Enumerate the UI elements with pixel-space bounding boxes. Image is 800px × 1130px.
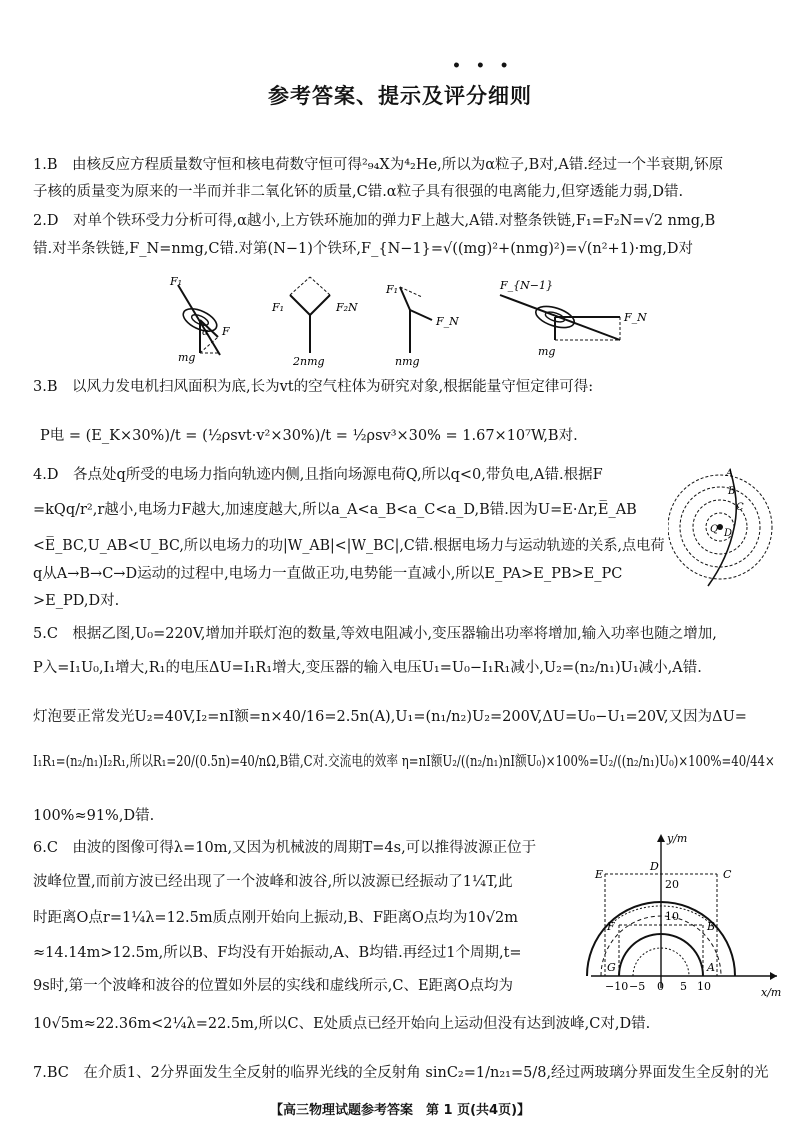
label-d: D	[724, 528, 733, 539]
q4-line-5: >E_PD,D对.	[33, 593, 120, 609]
label-f: F	[222, 325, 230, 338]
q1-line-2: 子核的质量变为原来的一半而并非二氧化钚的质量,C错.α粒子具有很强的电离能力,但穿透能力弱,D错.	[33, 184, 684, 200]
electric-field-diagram	[668, 462, 783, 590]
ring-force-diagram-1	[169, 275, 230, 364]
label-mg: mg	[178, 351, 196, 364]
tick-x-minus-5: −5	[629, 980, 646, 993]
tick-x-10: 10	[697, 980, 711, 993]
q7-line-1: 7.BC 在介质1、2分界面发生全反射的临界光线的全反射角 sinC₂=1/n₂₁=5/8,经过两玻璃分界面发生全反射的光	[33, 1065, 769, 1081]
q5-line-4: I₁R₁=(n₂/n₁)I₂R₁,所以R₁=20/(0.5n)=40/nΩ,B错,C对.交流电的效率 η=nI额U₂/((n₂/n₁)nI额U₀)×100%=U₂/((n₂/n₁)U₀)×100%=40/44×	[33, 754, 775, 770]
q4-line-4: q从A→B→C→D运动的过程中,电场力一直做正功,电势能一直减小,所以E_PA>E_PB>E_PC	[33, 566, 623, 582]
label-2nmg: 2nmg	[293, 355, 325, 368]
q4-line-2: =kQq/r²,r越小,电场力F越大,加速度越大,所以a_A<a_B<a_C<a_D,B错.因为U=E·Δr,E̅_AB	[33, 502, 637, 518]
label-f1: F₁	[170, 275, 183, 288]
label-b: B	[728, 486, 736, 497]
q2-line-1: 2.D 对单个铁环受力分析可得,α越小,上方铁环施加的弹力F上越大,A错.对整条铁链,F₁=F₂N=√2 nmg,B	[33, 213, 716, 229]
label-a: A	[726, 468, 734, 479]
label-fn-2: F_N	[624, 311, 647, 324]
q4-line-1: 4.D 各点处q所受的电场力指向轨迹内侧,且指向场源电荷Q,所以q<0,带负电,A错.根据F	[33, 467, 603, 483]
q5-line-3: 灯泡要正常发光U₂=40V,I₂=nI额=n×40/16=2.5n(A),U₁=(n₁/n₂)U₂=200V,ΔU=U₀−U₁=20V,又因为ΔU=	[33, 709, 747, 725]
y-axis-label: y/m	[667, 832, 688, 845]
label-alpha: α	[202, 327, 209, 338]
tick-x-5: 5	[680, 980, 687, 993]
label-f1b: F₁	[272, 301, 285, 314]
label-fn: F_N	[436, 315, 459, 328]
q6-line-6: 10√5m≈22.36m<2¼λ=22.5m,所以C、E处质点已经开始向上运动但没有达到波峰,C对,D错.	[33, 1016, 651, 1032]
chain-force-diagrams	[160, 265, 660, 370]
ring-force-diagram-3	[385, 283, 459, 368]
label-a: A	[707, 961, 715, 974]
top-dots: • • •	[452, 58, 514, 74]
q6-line-1: 6.C 由波的图像可得λ=10m,又因为机械波的周期T=4s,可以推得波源正位于	[33, 840, 537, 856]
label-nmg: nmg	[395, 355, 420, 368]
label-e: E	[595, 868, 604, 881]
label-q: Q	[710, 524, 719, 535]
label-g: G	[607, 961, 616, 974]
tick-x-minus-10: −10	[605, 980, 629, 993]
label-fn-1: F_{N−1}	[500, 279, 553, 292]
q5-line-1: 5.C 根据乙图,U₀=220V,增加并联灯泡的数量,等效电阻减小,变压器输出功率将增加,输入功率也随之增加,	[33, 626, 717, 642]
q4-line-3: <E̅_BC,U_AB<U_BC,所以电场力的功|W_AB|<|W_BC|,C错.根据电场力与运动轨迹的关系,点电荷	[33, 538, 665, 554]
tick-x-0: 0	[657, 980, 664, 993]
q3-line-2: P电 = (E_K×30%)/t = (½ρsvt·v²×30%)/t = ½ρsv³×30% = 1.67×10⁷W,B对.	[40, 428, 578, 444]
tick-y-10: 10	[665, 910, 679, 923]
ring-force-diagram-2	[271, 277, 358, 368]
q3-line-1: 3.B 以风力发电机扫风面积为底,长为vt的空气柱体为研究对象,根据能量守恒定律可得:	[33, 379, 594, 395]
label-d: D	[650, 860, 659, 873]
q2-line-2: 错.对半条铁链,F_N=nmg,C错.对第(N−1)个铁环,F_{N−1}=√((mg)²+(nmg)²)=√(n²+1)·mg,D对	[33, 241, 693, 257]
label-f2n: F₂N	[336, 301, 358, 314]
label-f1c: F₁	[386, 283, 399, 296]
tick-y-20: 20	[665, 878, 679, 891]
q5-line-2: P入=I₁U₀,I₁增大,R₁的电压ΔU=I₁R₁增大,变压器的输入电压U₁=U₀−I₁R₁减小,U₂=(n₂/n₁)U₁减小,A错.	[33, 660, 702, 676]
page-title: 参考答案、提示及评分细则	[268, 84, 532, 108]
ring-force-diagram-4	[499, 279, 647, 358]
x-axis-label: x/m	[761, 986, 782, 999]
wave-diagram	[585, 830, 785, 1005]
q5-line-5: 100%≈91%,D错.	[33, 808, 155, 824]
page-footer: 【高三物理试题参考答案 第 1 页(共4页)】	[269, 1103, 531, 1118]
q6-line-4: ≈14.14m>12.5m,所以B、F均没有开始振动,A、B均错.再经过1个周期,t=	[33, 945, 522, 961]
label-f: F	[607, 920, 615, 933]
q6-line-5: 9s时,第一个波峰和波谷的位置如外层的实线和虚线所示,C、E距离O点均为	[33, 978, 513, 994]
label-c: C	[723, 868, 732, 881]
label-mg-2: mg	[538, 345, 556, 358]
q6-line-3: 时距离O点r=1¼λ=12.5m质点刚开始向上振动,B、F距离O点均为10√2m	[33, 910, 518, 926]
label-b: B	[707, 920, 716, 933]
label-c: C	[736, 502, 744, 513]
q1-line-1: 1.B 由核反应方程质量数守恒和核电荷数守恒可得²₉₄X为⁴₂He,所以为α粒子,B对,A错.经过一个半衰期,钚原	[33, 157, 724, 173]
q6-line-2: 波峰位置,而前方波已经出现了一个波峰和波谷,所以波源已经振动了1¼T,此	[33, 874, 513, 890]
